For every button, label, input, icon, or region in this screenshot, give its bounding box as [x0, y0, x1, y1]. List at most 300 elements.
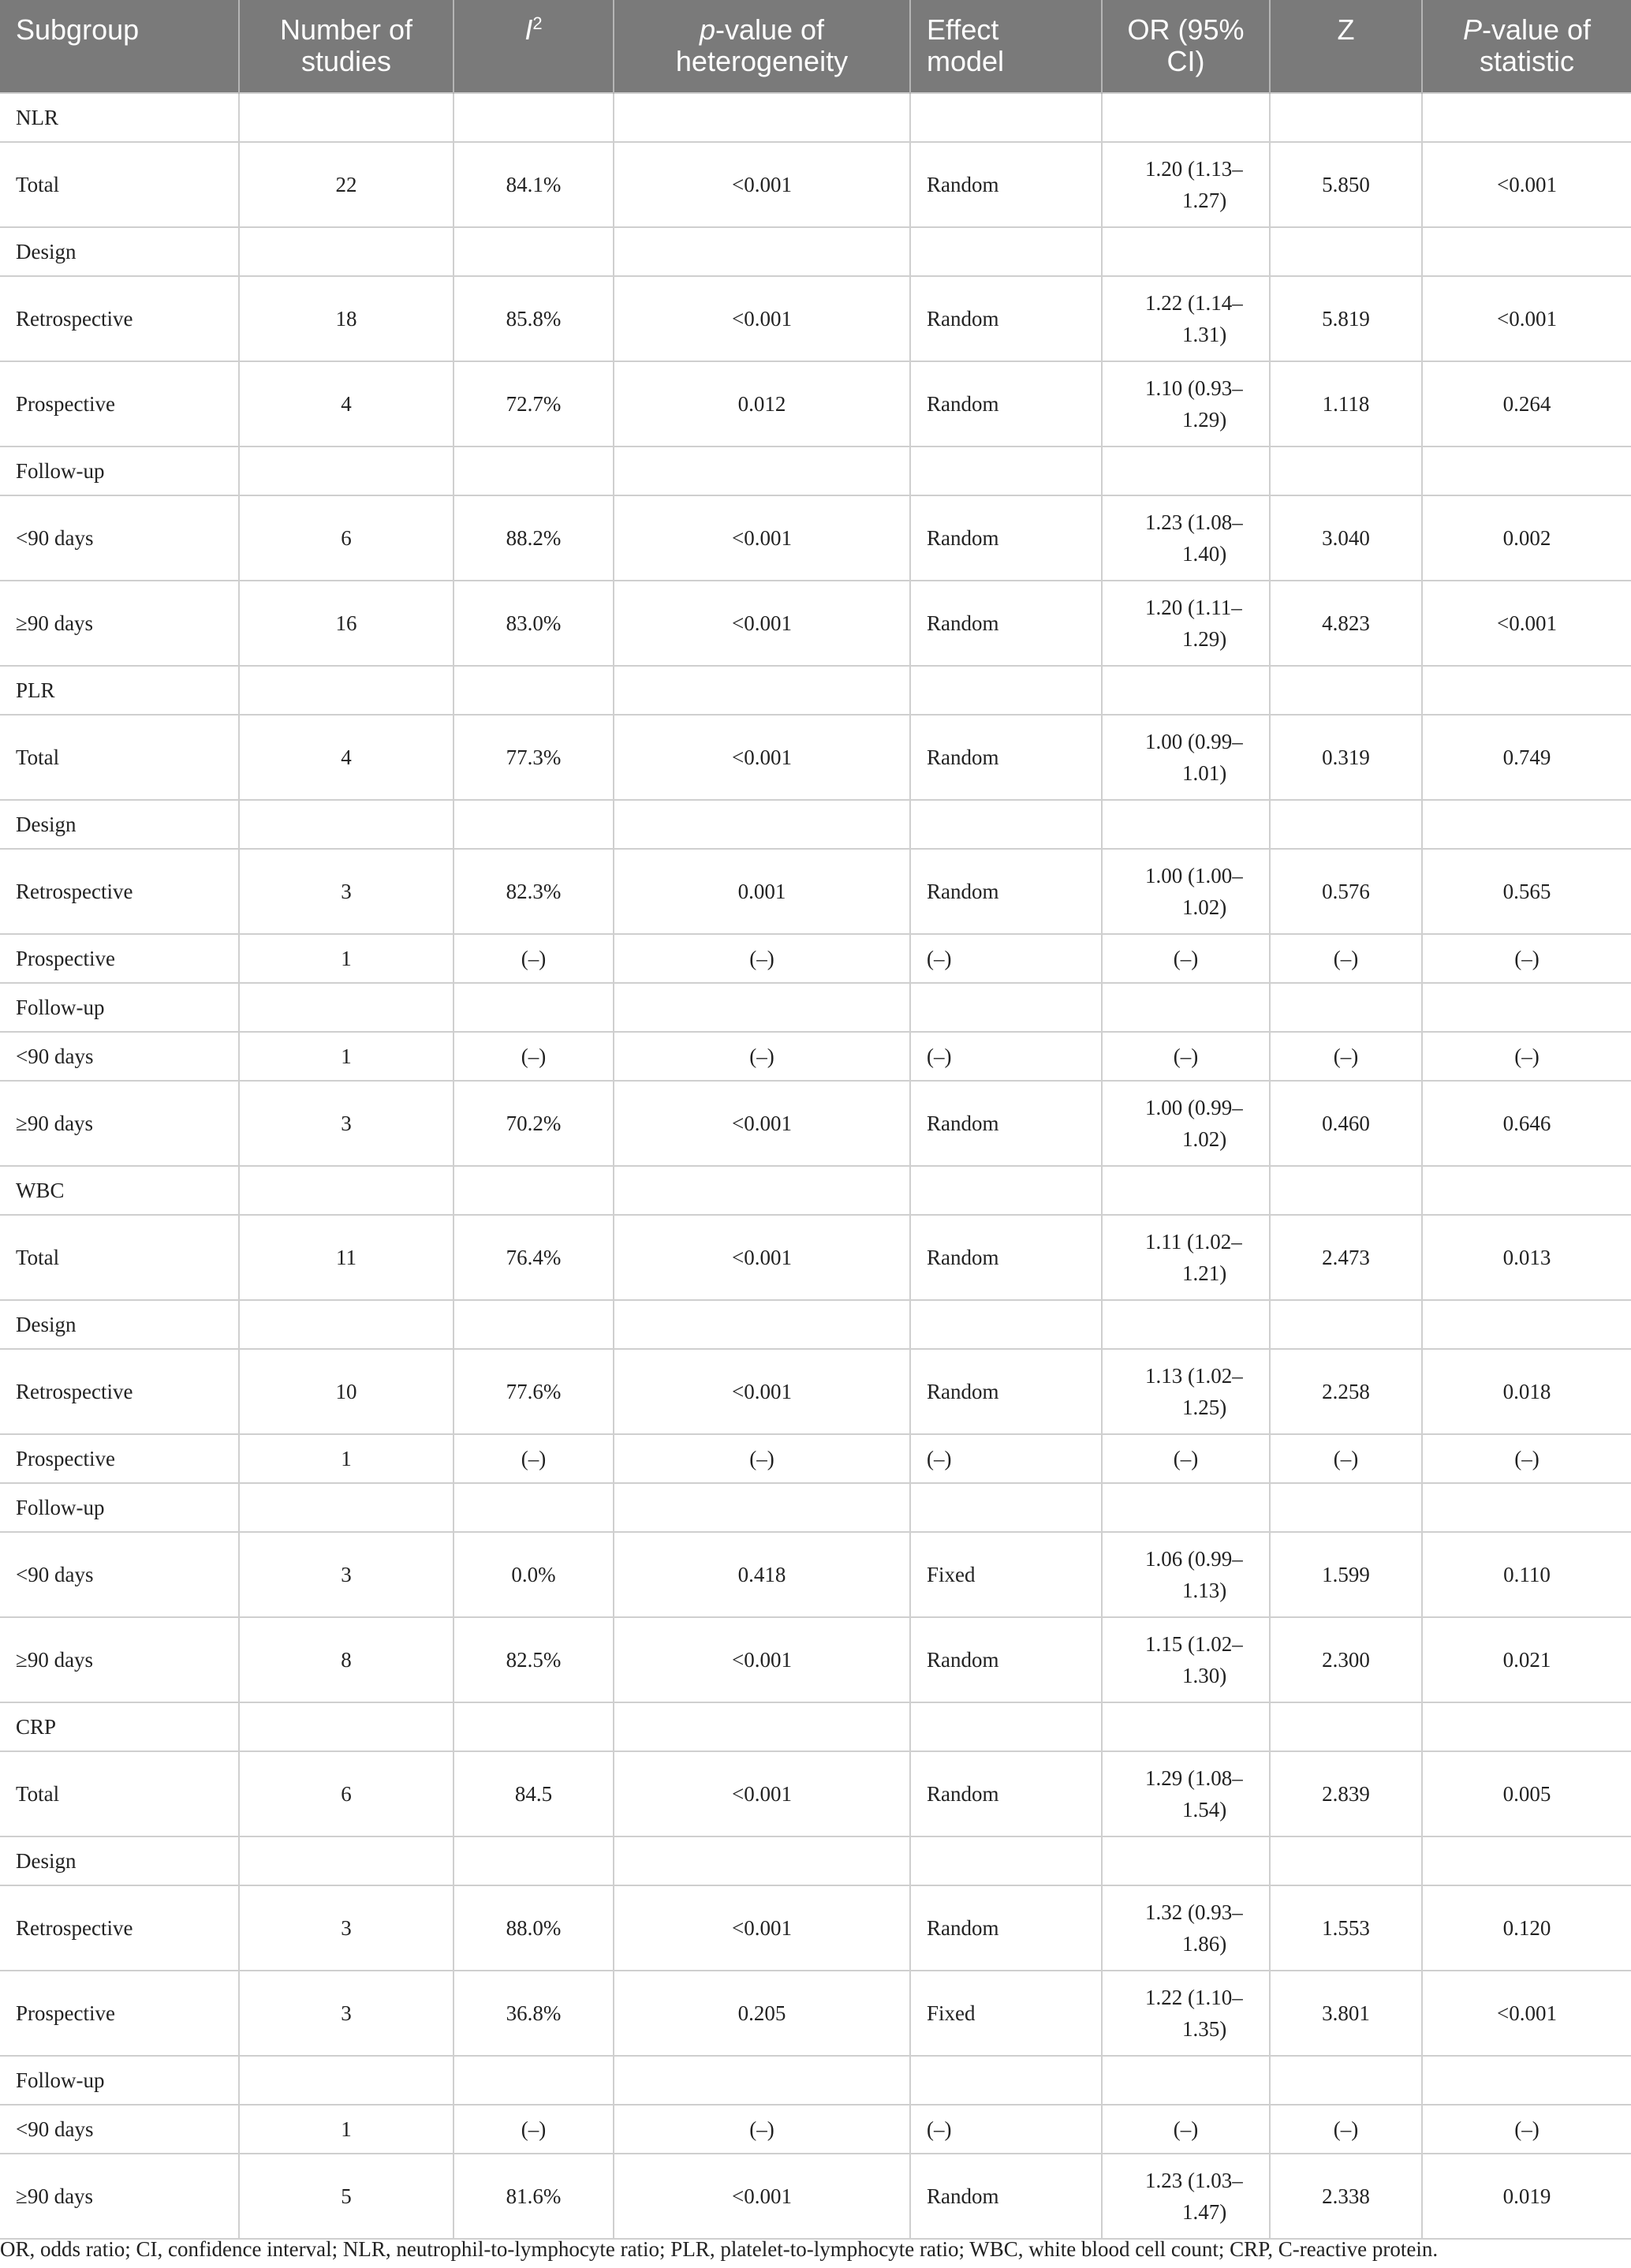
p-statistic-cell: 0.013: [1422, 1215, 1631, 1300]
row-label: WBC: [0, 1166, 239, 1215]
or-ci-line2: 1.02): [1182, 1127, 1227, 1151]
empty-cell: [1270, 1702, 1422, 1751]
i2-cell: 82.5%: [453, 1617, 614, 1702]
effect-model-cell: Random: [910, 1751, 1102, 1836]
p-heterogeneity-cell: 0.205: [614, 1971, 910, 2056]
i2-cell: 76.4%: [453, 1215, 614, 1300]
empty-cell: [239, 1483, 453, 1532]
empty-cell: [1422, 666, 1631, 715]
p-statistic-cell: 0.264: [1422, 361, 1631, 447]
z-cell: 2.839: [1270, 1751, 1422, 1836]
empty-cell: [1102, 2056, 1270, 2105]
row-label: <90 days: [0, 1032, 239, 1081]
z-cell: (–): [1270, 1032, 1422, 1081]
row-label: Prospective: [0, 361, 239, 447]
effect-model-cell: (–): [910, 2105, 1102, 2154]
p-statistic-cell: 0.002: [1422, 495, 1631, 581]
row-label: Design: [0, 1836, 239, 1885]
empty-cell: [1422, 1166, 1631, 1215]
table-row: [0, 227, 1631, 276]
or-ci-line2: 1.31): [1182, 323, 1227, 346]
number-of-studies-cell: 6: [239, 495, 453, 581]
z-cell: 1.599: [1270, 1532, 1422, 1617]
p-statistic-cell: 0.646: [1422, 1081, 1631, 1166]
table-row: [0, 1483, 1631, 1532]
table-row: [0, 1166, 1631, 1215]
number-of-studies-cell: 3: [239, 1532, 453, 1617]
row-label: Retrospective: [0, 1349, 239, 1434]
effect-model-cell: Random: [910, 495, 1102, 581]
p-statistic-cell: 0.110: [1422, 1532, 1631, 1617]
or-ci-line1: 1.22 (1.14–: [1145, 291, 1243, 315]
or-ci-cell: (–): [1102, 2105, 1270, 2154]
effect-model-cell: Random: [910, 142, 1102, 227]
or-ci-line1: 1.22 (1.10–: [1145, 1986, 1243, 2009]
or-ci-line1: 1.00 (0.99–: [1145, 730, 1243, 753]
row-label: Total: [0, 1751, 239, 1836]
table-row: [0, 1751, 1631, 1836]
empty-cell: [1270, 1166, 1422, 1215]
number-of-studies-cell: 1: [239, 934, 453, 983]
row-label: Total: [0, 1215, 239, 1300]
table-row: [0, 142, 1631, 227]
p-heterogeneity-cell: <0.001: [614, 495, 910, 581]
i2-cell: (–): [453, 934, 614, 983]
empty-cell: [453, 983, 614, 1032]
p-heterogeneity-cell: <0.001: [614, 581, 910, 666]
empty-cell: [1102, 983, 1270, 1032]
effect-model-cell: (–): [910, 934, 1102, 983]
i2-cell: 72.7%: [453, 361, 614, 447]
empty-cell: [910, 227, 1102, 276]
row-label: Design: [0, 1300, 239, 1349]
table-row: [0, 495, 1631, 581]
or-ci-line2: 1.40): [1182, 542, 1227, 566]
i2-cell: 84.5: [453, 1751, 614, 1836]
or-ci-cell: [1102, 849, 1270, 934]
z-cell: (–): [1270, 1434, 1422, 1483]
empty-cell: [239, 1702, 453, 1751]
empty-cell: [1270, 447, 1422, 495]
table-row: [0, 715, 1631, 800]
empty-cell: [1422, 983, 1631, 1032]
empty-cell: [239, 447, 453, 495]
empty-cell: [239, 227, 453, 276]
row-label: Design: [0, 227, 239, 276]
empty-cell: [453, 1166, 614, 1215]
or-ci-line2: 1.21): [1182, 1261, 1227, 1285]
number-of-studies-cell: 3: [239, 1885, 453, 1971]
p-statistic-cell: (–): [1422, 1032, 1631, 1081]
p-heterogeneity-cell: <0.001: [614, 715, 910, 800]
z-cell: 2.300: [1270, 1617, 1422, 1702]
row-label: Retrospective: [0, 849, 239, 934]
empty-cell: [1102, 1300, 1270, 1349]
z-cell: (–): [1270, 934, 1422, 983]
table-row: [0, 934, 1631, 983]
i2-cell: (–): [453, 1032, 614, 1081]
table-row: [0, 666, 1631, 715]
or-ci-cell: [1102, 1885, 1270, 1971]
empty-cell: [614, 447, 910, 495]
p-heterogeneity-cell: 0.001: [614, 849, 910, 934]
or-ci-cell: [1102, 1215, 1270, 1300]
empty-cell: [910, 800, 1102, 849]
table-footnote: OR, odds ratio; CI, confidence interval; NLR, neutrophil-to-lymphocyte ratio; PLR, platelet-to-lymphocyte ratio; WBC, white blood cell count; CRP, C-reactive protein.: [0, 2237, 1439, 2261]
table-row: [0, 1081, 1631, 1166]
empty-cell: [1270, 800, 1422, 849]
p-heterogeneity-cell: <0.001: [614, 1349, 910, 1434]
or-ci-cell: [1102, 1971, 1270, 2056]
or-ci-cell: [1102, 1617, 1270, 1702]
or-ci-line2: 1.35): [1182, 2017, 1227, 2041]
i2-cell: 88.0%: [453, 1885, 614, 1971]
or-ci-line1: 1.20 (1.13–: [1145, 157, 1243, 181]
z-cell: 5.819: [1270, 276, 1422, 361]
number-of-studies-cell: 3: [239, 1081, 453, 1166]
empty-cell: [239, 983, 453, 1032]
number-of-studies-cell: 5: [239, 2154, 453, 2239]
or-ci-line2: 1.54): [1182, 1798, 1227, 1821]
empty-cell: [1270, 1300, 1422, 1349]
p-statistic-cell: <0.001: [1422, 581, 1631, 666]
table-row: [0, 276, 1631, 361]
or-ci-line1: 1.00 (0.99–: [1145, 1096, 1243, 1119]
empty-cell: [910, 1166, 1102, 1215]
empty-cell: [1102, 227, 1270, 276]
or-ci-line1: 1.06 (0.99–: [1145, 1547, 1243, 1571]
header-effect-line1: Effect: [927, 13, 999, 46]
empty-cell: [1422, 1836, 1631, 1885]
i2-cell: (–): [453, 1434, 614, 1483]
table-row: [0, 983, 1631, 1032]
table-row: [0, 1349, 1631, 1434]
z-cell: 0.576: [1270, 849, 1422, 934]
i2-cell: 85.8%: [453, 276, 614, 361]
number-of-studies-cell: 8: [239, 1617, 453, 1702]
or-ci-cell: [1102, 715, 1270, 800]
empty-cell: [1102, 666, 1270, 715]
p-statistic-cell: 0.018: [1422, 1349, 1631, 1434]
or-ci-line2: 1.01): [1182, 761, 1227, 785]
empty-cell: [453, 447, 614, 495]
row-label: Design: [0, 800, 239, 849]
effect-model-cell: Random: [910, 581, 1102, 666]
p-statistic-cell: 0.749: [1422, 715, 1631, 800]
empty-cell: [1422, 800, 1631, 849]
empty-cell: [1102, 1166, 1270, 1215]
header-subgroup-text: Subgroup: [16, 13, 140, 46]
row-label: ≥90 days: [0, 1081, 239, 1166]
p-heterogeneity-cell: <0.001: [614, 1215, 910, 1300]
empty-cell: [239, 1836, 453, 1885]
empty-cell: [239, 1166, 453, 1215]
or-ci-cell: (–): [1102, 1032, 1270, 1081]
p-statistic-cell: <0.001: [1422, 142, 1631, 227]
or-ci-cell: [1102, 1081, 1270, 1166]
z-cell: (–): [1270, 2105, 1422, 2154]
row-label: <90 days: [0, 1532, 239, 1617]
i2-cell: 83.0%: [453, 581, 614, 666]
effect-model-cell: Random: [910, 361, 1102, 447]
table-row: [0, 1617, 1631, 1702]
empty-cell: [453, 93, 614, 142]
empty-cell: [239, 2056, 453, 2105]
header-p-stat-rest: -value of: [1481, 13, 1592, 46]
p-heterogeneity-cell: 0.012: [614, 361, 910, 447]
header-p-het-line2: heterogeneity: [675, 45, 849, 77]
or-ci-line1: 1.10 (0.93–: [1145, 376, 1243, 400]
row-label: Retrospective: [0, 1885, 239, 1971]
or-ci-cell: [1102, 495, 1270, 581]
empty-cell: [239, 666, 453, 715]
empty-cell: [1102, 800, 1270, 849]
or-ci-line2: 1.02): [1182, 895, 1227, 919]
effect-model-cell: Random: [910, 1215, 1102, 1300]
empty-cell: [1270, 93, 1422, 142]
effect-model-cell: Random: [910, 1885, 1102, 1971]
or-ci-cell: [1102, 1349, 1270, 1434]
empty-cell: [1422, 2056, 1631, 2105]
p-statistic-cell: (–): [1422, 1434, 1631, 1483]
or-ci-line2: 1.30): [1182, 1664, 1227, 1687]
table-row: [0, 1702, 1631, 1751]
z-cell: 2.258: [1270, 1349, 1422, 1434]
row-label: Follow-up: [0, 1483, 239, 1532]
empty-cell: [910, 447, 1102, 495]
empty-cell: [910, 1836, 1102, 1885]
row-label: Total: [0, 715, 239, 800]
empty-cell: [1102, 1483, 1270, 1532]
number-of-studies-cell: 1: [239, 2105, 453, 2154]
number-of-studies-cell: 18: [239, 276, 453, 361]
empty-cell: [614, 800, 910, 849]
z-cell: 1.553: [1270, 1885, 1422, 1971]
or-ci-line2: 1.47): [1182, 2200, 1227, 2224]
empty-cell: [1270, 983, 1422, 1032]
p-statistic-cell: 0.565: [1422, 849, 1631, 934]
row-label: Prospective: [0, 934, 239, 983]
effect-model-cell: (–): [910, 1032, 1102, 1081]
table-row: [0, 800, 1631, 849]
header-z: [1270, 0, 1422, 93]
header-p-het-italic: p: [699, 13, 715, 46]
z-cell: 0.460: [1270, 1081, 1422, 1166]
empty-cell: [453, 800, 614, 849]
p-heterogeneity-cell: (–): [614, 2105, 910, 2154]
empty-cell: [614, 1702, 910, 1751]
empty-cell: [614, 1836, 910, 1885]
table-row: [0, 447, 1631, 495]
empty-cell: [453, 1483, 614, 1532]
empty-cell: [614, 666, 910, 715]
table-row: [0, 849, 1631, 934]
table-row: [0, 93, 1631, 142]
empty-cell: [1102, 1836, 1270, 1885]
row-label: CRP: [0, 1702, 239, 1751]
z-cell: 5.850: [1270, 142, 1422, 227]
or-ci-line1: 1.23 (1.08–: [1145, 510, 1243, 534]
or-ci-line1: 1.13 (1.02–: [1145, 1364, 1243, 1388]
or-ci-line1: 1.32 (0.93–: [1145, 1900, 1243, 1924]
number-of-studies-cell: 11: [239, 1215, 453, 1300]
empty-cell: [1270, 227, 1422, 276]
p-statistic-cell: <0.001: [1422, 1971, 1631, 2056]
p-statistic-cell: (–): [1422, 2105, 1631, 2154]
or-ci-line2: 1.86): [1182, 1932, 1227, 1956]
row-label: <90 days: [0, 2105, 239, 2154]
header-effect-model: [910, 0, 1102, 93]
or-ci-line1: 1.11 (1.02–: [1145, 1230, 1242, 1254]
number-of-studies-cell: 3: [239, 1971, 453, 2056]
number-of-studies-cell: 16: [239, 581, 453, 666]
header-p-statistic: [1422, 0, 1631, 93]
or-ci-cell: [1102, 142, 1270, 227]
p-heterogeneity-cell: (–): [614, 1434, 910, 1483]
row-label: Follow-up: [0, 983, 239, 1032]
empty-cell: [614, 93, 910, 142]
or-ci-line2: 1.27): [1182, 189, 1227, 212]
number-of-studies-cell: 1: [239, 1434, 453, 1483]
table-row: [0, 1532, 1631, 1617]
number-of-studies-cell: 22: [239, 142, 453, 227]
p-heterogeneity-cell: <0.001: [614, 142, 910, 227]
p-heterogeneity-cell: <0.001: [614, 1617, 910, 1702]
header-i2-letter: I: [524, 13, 533, 46]
effect-model-cell: (–): [910, 1434, 1102, 1483]
empty-cell: [1422, 227, 1631, 276]
table-row: [0, 1032, 1631, 1081]
header-or-ci: [1102, 0, 1270, 93]
i2-cell: 84.1%: [453, 142, 614, 227]
header-p-heterogeneity: [614, 0, 910, 93]
row-label: PLR: [0, 666, 239, 715]
i2-cell: 82.3%: [453, 849, 614, 934]
or-ci-line2: 1.13): [1182, 1579, 1227, 1602]
table-row: [0, 1971, 1631, 2056]
p-heterogeneity-cell: (–): [614, 1032, 910, 1081]
empty-cell: [1270, 1836, 1422, 1885]
table-row: [0, 1434, 1631, 1483]
number-of-studies-cell: 4: [239, 715, 453, 800]
empty-cell: [910, 1300, 1102, 1349]
header-p-het-rest: -value of: [715, 13, 825, 46]
z-cell: 2.338: [1270, 2154, 1422, 2239]
effect-model-cell: Random: [910, 276, 1102, 361]
i2-cell: 36.8%: [453, 1971, 614, 2056]
empty-cell: [453, 666, 614, 715]
table-body: [0, 93, 1631, 2239]
or-ci-line2: 1.29): [1182, 408, 1227, 432]
table-row: [0, 581, 1631, 666]
empty-cell: [239, 1300, 453, 1349]
i2-cell: 70.2%: [453, 1081, 614, 1166]
p-statistic-cell: (–): [1422, 934, 1631, 983]
row-label: Follow-up: [0, 2056, 239, 2105]
empty-cell: [453, 227, 614, 276]
p-heterogeneity-cell: <0.001: [614, 1751, 910, 1836]
z-cell: 3.801: [1270, 1971, 1422, 2056]
empty-cell: [1422, 1300, 1631, 1349]
empty-cell: [614, 227, 910, 276]
row-label: Total: [0, 142, 239, 227]
p-statistic-cell: 0.005: [1422, 1751, 1631, 1836]
effect-model-cell: Random: [910, 849, 1102, 934]
effect-model-cell: Fixed: [910, 1532, 1102, 1617]
empty-cell: [910, 666, 1102, 715]
or-ci-cell: (–): [1102, 1434, 1270, 1483]
p-heterogeneity-cell: <0.001: [614, 276, 910, 361]
i2-cell: 0.0%: [453, 1532, 614, 1617]
or-ci-cell: [1102, 276, 1270, 361]
empty-cell: [1270, 2056, 1422, 2105]
table-row: [0, 2154, 1631, 2239]
or-ci-line2: 1.25): [1182, 1396, 1227, 1419]
row-label: Prospective: [0, 1434, 239, 1483]
p-heterogeneity-cell: (–): [614, 934, 910, 983]
effect-model-cell: Random: [910, 1617, 1102, 1702]
number-of-studies-cell: 4: [239, 361, 453, 447]
z-cell: 3.040: [1270, 495, 1422, 581]
effect-model-cell: Random: [910, 715, 1102, 800]
empty-cell: [614, 1483, 910, 1532]
p-heterogeneity-cell: <0.001: [614, 1885, 910, 1971]
empty-cell: [910, 1702, 1102, 1751]
table-row: [0, 1215, 1631, 1300]
effect-model-cell: Fixed: [910, 1971, 1102, 2056]
z-cell: 2.473: [1270, 1215, 1422, 1300]
or-ci-cell: [1102, 581, 1270, 666]
p-heterogeneity-cell: <0.001: [614, 1081, 910, 1166]
i2-cell: 77.3%: [453, 715, 614, 800]
i2-cell: 77.6%: [453, 1349, 614, 1434]
number-of-studies-cell: 3: [239, 849, 453, 934]
z-cell: 4.823: [1270, 581, 1422, 666]
empty-cell: [910, 93, 1102, 142]
i2-cell: 81.6%: [453, 2154, 614, 2239]
effect-model-cell: Random: [910, 2154, 1102, 2239]
empty-cell: [1102, 447, 1270, 495]
empty-cell: [1102, 1702, 1270, 1751]
or-ci-line1: 1.20 (1.11–: [1145, 596, 1242, 619]
z-cell: 1.118: [1270, 361, 1422, 447]
i2-cell: 88.2%: [453, 495, 614, 581]
p-statistic-cell: 0.120: [1422, 1885, 1631, 1971]
number-of-studies-cell: 10: [239, 1349, 453, 1434]
row-label: NLR: [0, 93, 239, 142]
empty-cell: [1102, 93, 1270, 142]
table-row: [0, 1885, 1631, 1971]
or-ci-cell: [1102, 1532, 1270, 1617]
empty-cell: [614, 1300, 910, 1349]
empty-cell: [1422, 1702, 1631, 1751]
header-number-of-studies: [239, 0, 453, 93]
empty-cell: [910, 983, 1102, 1032]
header-p-stat-italic: P: [1462, 13, 1482, 46]
number-of-studies-cell: 1: [239, 1032, 453, 1081]
empty-cell: [1422, 447, 1631, 495]
table-row: [0, 2105, 1631, 2154]
header-i2-sup: 2: [532, 13, 543, 33]
empty-cell: [239, 800, 453, 849]
row-label: Prospective: [0, 1971, 239, 2056]
table-row: [0, 1300, 1631, 1349]
header-subgroup: [0, 0, 239, 93]
row-label: Follow-up: [0, 447, 239, 495]
empty-cell: [614, 1166, 910, 1215]
row-label: Retrospective: [0, 276, 239, 361]
empty-cell: [1422, 93, 1631, 142]
